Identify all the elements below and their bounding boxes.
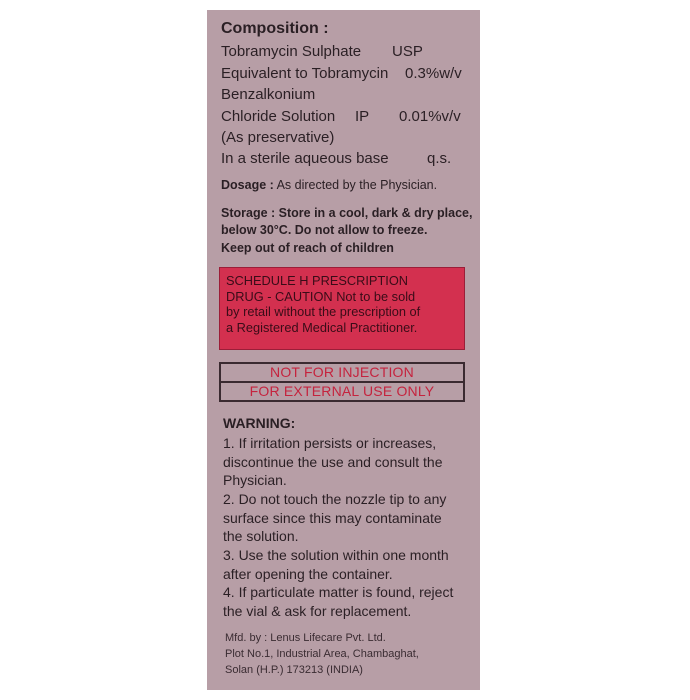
composition-line-6: In a sterile aqueous base bbox=[221, 150, 389, 167]
warning-line-10: the vial & ask for replacement. bbox=[223, 603, 412, 619]
warning-title: WARNING: bbox=[223, 415, 296, 431]
composition-line-4: Chloride Solution bbox=[221, 108, 336, 125]
schedule-h-warning-box bbox=[219, 267, 465, 350]
storage-line-3: Keep out of reach of children bbox=[221, 241, 394, 255]
composition-line-4-mid: IP bbox=[355, 108, 370, 125]
composition-line-4-right: 0.01%v/v bbox=[399, 108, 461, 125]
schedule-h-line-2: DRUG - CAUTION Not to be sold bbox=[226, 288, 416, 304]
composition-line-2-right: 0.3%w/v bbox=[405, 65, 462, 82]
warning-line-6: the solution. bbox=[223, 528, 299, 544]
composition-line-2: Equivalent to Tobramycin bbox=[221, 65, 389, 82]
schedule-h-line-3: by retail without the prescription of bbox=[226, 304, 421, 319]
composition-line-1: Tobramycin Sulphate bbox=[221, 43, 362, 60]
composition-line-6-right: q.s. bbox=[427, 150, 452, 167]
dosage-label: Dosage : bbox=[221, 178, 274, 192]
composition-line-5: (As preservative) bbox=[221, 129, 335, 146]
not-for-injection-text: NOT FOR INJECTION bbox=[270, 364, 414, 380]
storage-line-1: Storage : Store in a cool, dark & dry place, bbox=[221, 206, 473, 220]
warning-line-1: 1. If irritation persists or increases, bbox=[223, 435, 437, 451]
external-use-only-text: FOR EXTERNAL USE ONLY bbox=[249, 383, 435, 399]
dosage-line bbox=[221, 178, 437, 192]
dosage-text: As directed by the Physician. bbox=[276, 178, 438, 192]
composition-title: Composition : bbox=[221, 20, 329, 37]
warning-line-4: 2. Do not touch the nozzle tip to any bbox=[223, 491, 447, 507]
composition-line-1-right: USP bbox=[392, 43, 423, 60]
injection-notice-box bbox=[219, 362, 465, 402]
warning-line-7: 3. Use the solution within one month bbox=[223, 547, 449, 563]
manufacturer-line-2: Plot No.1, Industrial Area, Chambaghat, bbox=[225, 648, 419, 660]
warning-line-8: after opening the container. bbox=[223, 566, 393, 582]
storage-line-2: below 30°C. Do not allow to freeze. bbox=[221, 223, 428, 237]
warning-line-2: discontinue the use and consult the bbox=[223, 454, 443, 470]
schedule-h-line-4: a Registered Medical Practitioner. bbox=[226, 319, 418, 335]
composition-line-3: Benzalkonium bbox=[221, 86, 316, 103]
warning-line-3: Physician. bbox=[223, 472, 287, 488]
warning-line-9: 4. If particulate matter is found, reject bbox=[223, 584, 454, 600]
warning-line-5: surface since this may contaminate bbox=[223, 510, 442, 526]
label-panel bbox=[207, 10, 480, 690]
manufacturer-line-3: Solan (H.P.) 173213 (INDIA) bbox=[225, 664, 363, 676]
manufacturer-line-1: Mfd. by : Lenus Lifecare Pvt. Ltd. bbox=[225, 632, 386, 644]
schedule-h-line-1: SCHEDULE H PRESCRIPTION bbox=[226, 273, 409, 288]
